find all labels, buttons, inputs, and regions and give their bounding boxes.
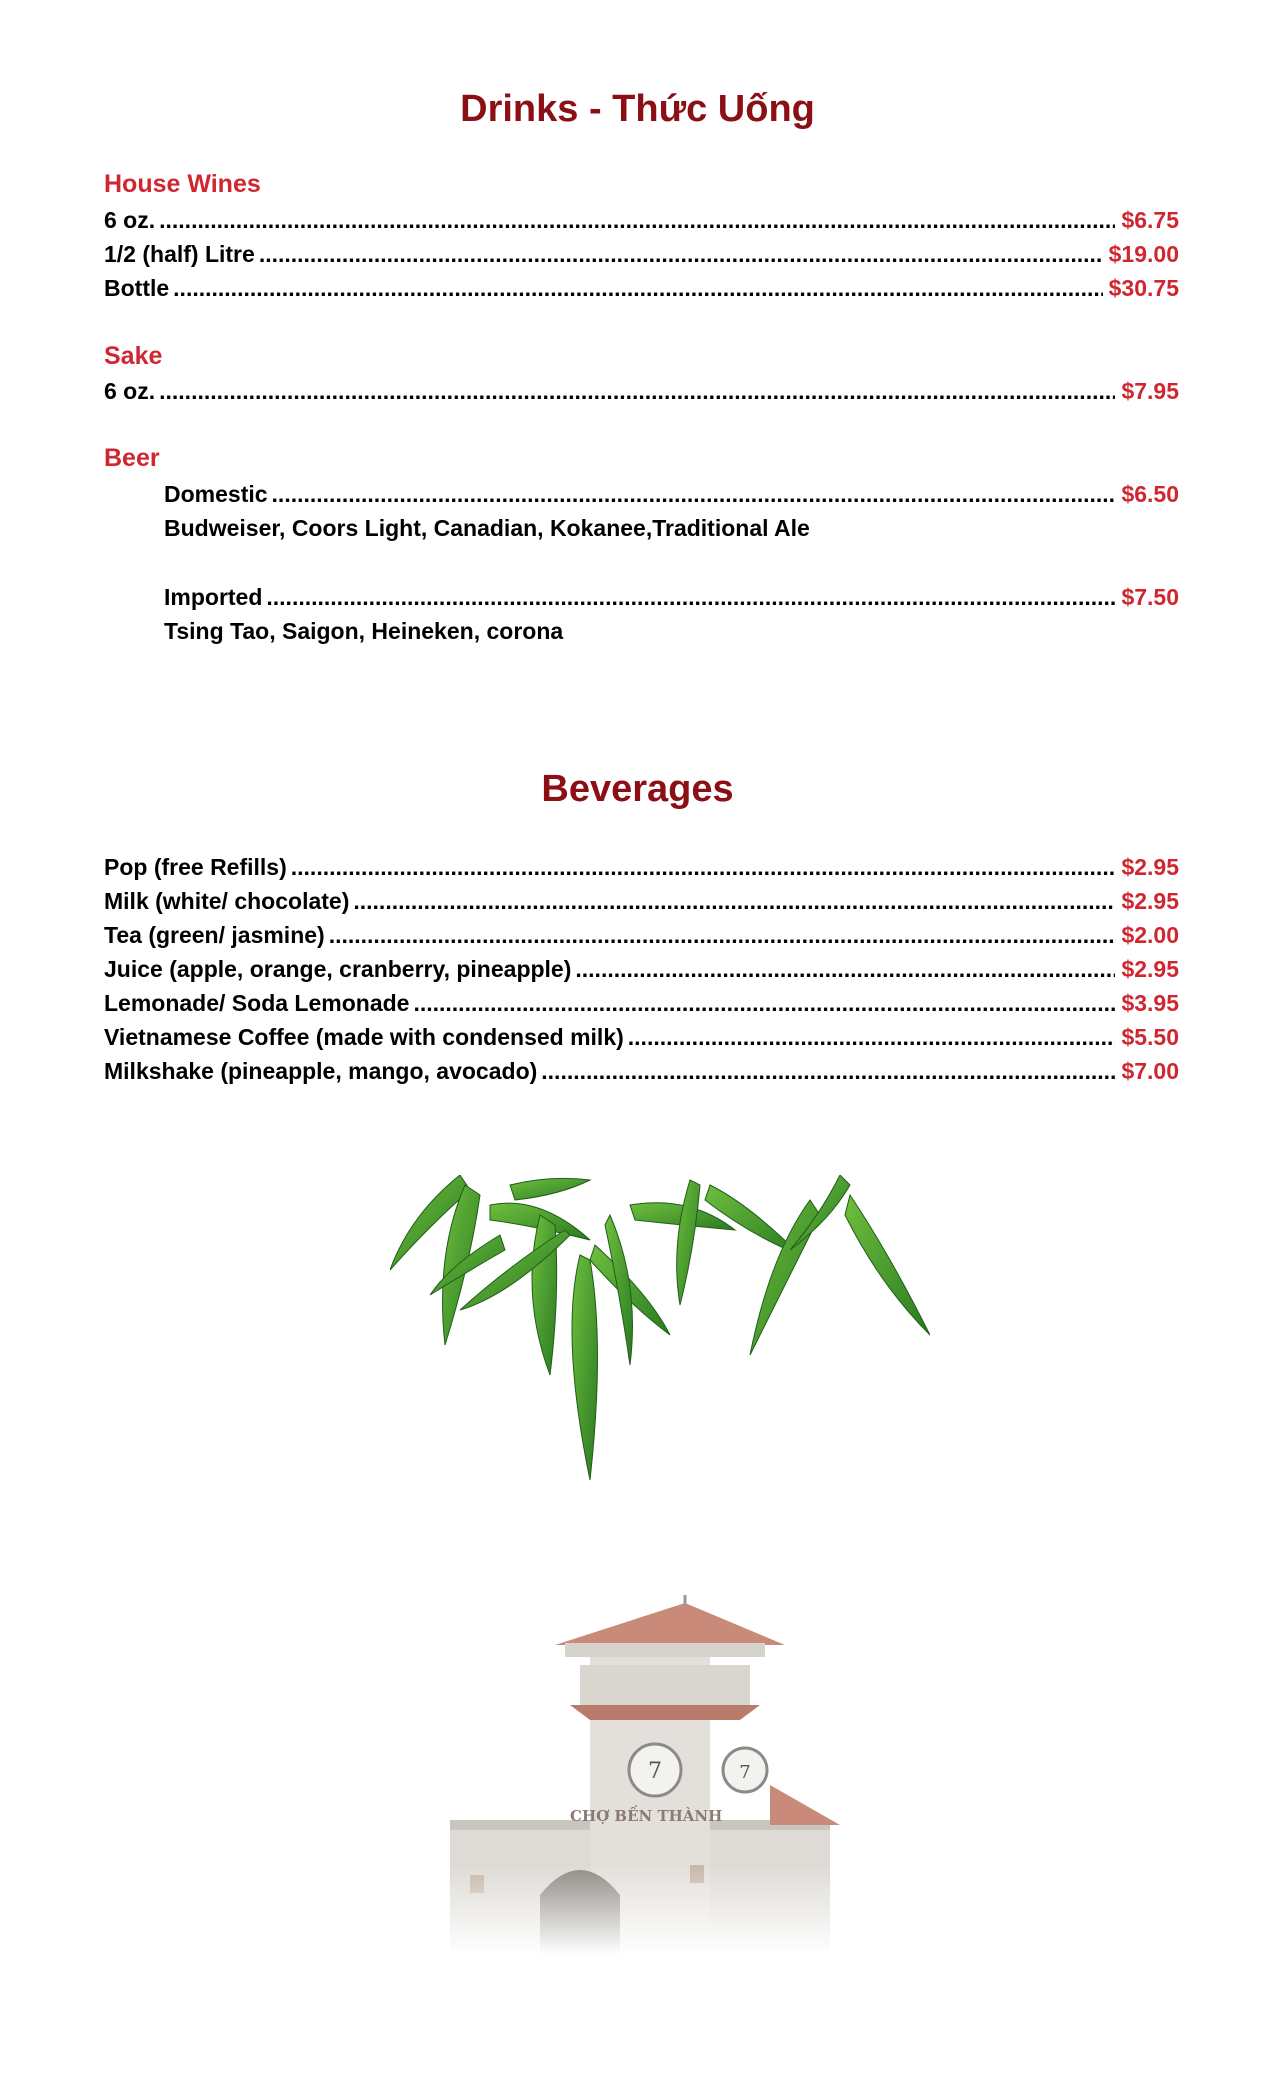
menu-item-row bbox=[104, 988, 1179, 1018]
item-price: $7.50 bbox=[1121, 584, 1179, 610]
menu-item-row bbox=[104, 886, 1179, 916]
leader-dots bbox=[541, 1056, 1115, 1086]
leader-dots bbox=[413, 988, 1115, 1018]
item-price: $2.00 bbox=[1121, 922, 1179, 948]
leader-dots bbox=[575, 954, 1115, 984]
item-name: 1/2 (half) Litre bbox=[104, 241, 255, 267]
sake-heading: Sake bbox=[104, 342, 163, 370]
menu-item-row bbox=[164, 582, 1179, 612]
ben-thanh-market-illustration bbox=[440, 1595, 840, 1955]
item-name: Milkshake (pineapple, mango, avocado) bbox=[104, 1058, 538, 1084]
item-name: 6 oz. bbox=[104, 207, 156, 233]
leader-dots bbox=[159, 205, 1115, 235]
leader-dots bbox=[329, 920, 1116, 950]
bamboo-leaves-illustration bbox=[390, 1175, 930, 1485]
drinks-title: Drinks - Thức Uống bbox=[460, 88, 815, 130]
menu-item-row bbox=[104, 205, 1179, 235]
item-price: $2.95 bbox=[1121, 888, 1179, 914]
item-price: $7.00 bbox=[1121, 1058, 1179, 1084]
item-price: $2.95 bbox=[1121, 854, 1179, 880]
item-name: Imported bbox=[164, 584, 263, 610]
menu-item-row bbox=[104, 273, 1179, 303]
item-price: $6.50 bbox=[1121, 481, 1179, 507]
item-name: Juice (apple, orange, cranberry, pineapple) bbox=[104, 956, 572, 982]
domestic-brands: Budweiser, Coors Light, Canadian, Kokanee,Traditional Ale bbox=[164, 515, 810, 541]
house-wines-heading: House Wines bbox=[104, 170, 261, 198]
leader-dots bbox=[353, 886, 1115, 916]
item-name: Milk (white/ chocolate) bbox=[104, 888, 350, 914]
leader-dots bbox=[628, 1022, 1116, 1052]
item-price: $30.75 bbox=[1108, 275, 1179, 301]
menu-item-row bbox=[104, 239, 1179, 269]
menu-item-row bbox=[164, 479, 1179, 509]
menu-item-row bbox=[104, 920, 1179, 950]
item-price: $19.00 bbox=[1108, 241, 1179, 267]
item-name: Lemonade/ Soda Lemonade bbox=[104, 990, 410, 1016]
menu-item-row bbox=[104, 1056, 1179, 1086]
leader-dots bbox=[291, 852, 1116, 882]
leader-dots bbox=[259, 239, 1103, 269]
beer-heading: Beer bbox=[104, 444, 160, 472]
item-price: $2.95 bbox=[1121, 956, 1179, 982]
beverages-title: Beverages bbox=[541, 768, 734, 810]
item-price: $5.50 bbox=[1121, 1024, 1179, 1050]
menu-item-row bbox=[104, 852, 1179, 882]
menu-item-row bbox=[104, 954, 1179, 984]
menu-item-row bbox=[104, 1022, 1179, 1052]
item-name: Pop (free Refills) bbox=[104, 854, 287, 880]
menu-item-row bbox=[104, 376, 1179, 406]
imported-brands: Tsing Tao, Saigon, Heineken, corona bbox=[164, 618, 564, 644]
leader-dots bbox=[173, 273, 1102, 303]
item-name: 6 oz. bbox=[104, 378, 156, 404]
item-price: $3.95 bbox=[1121, 990, 1179, 1016]
item-name: Domestic bbox=[164, 481, 268, 507]
leader-dots bbox=[266, 582, 1115, 612]
item-price: $7.95 bbox=[1121, 378, 1179, 404]
leader-dots bbox=[272, 479, 1116, 509]
leader-dots bbox=[159, 376, 1115, 406]
item-name: Bottle bbox=[104, 275, 170, 301]
item-name: Tea (green/ jasmine) bbox=[104, 922, 325, 948]
item-name: Vietnamese Coffee (made with condensed milk) bbox=[104, 1024, 624, 1050]
item-price: $6.75 bbox=[1121, 207, 1179, 233]
